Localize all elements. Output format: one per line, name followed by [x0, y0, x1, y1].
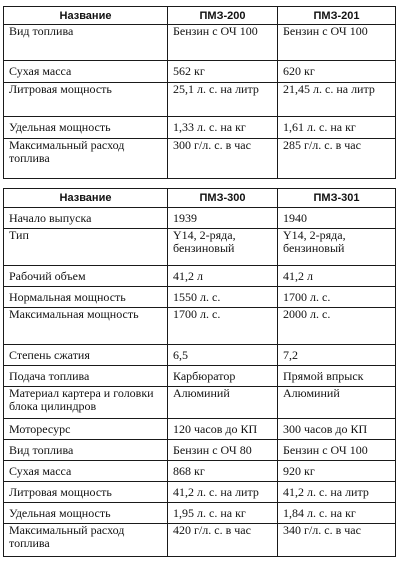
table-row	[4, 419, 396, 440]
row-label: Моторесурс	[4, 419, 168, 440]
row-label: Максимальная мощность	[4, 308, 168, 345]
header-pmz-201: ПМЗ-201	[278, 7, 396, 25]
row-value: 1700 л. с.	[278, 287, 396, 308]
table-row	[4, 229, 396, 266]
row-value: 41,2 л. с. на литр	[278, 482, 396, 503]
row-value: 920 кг	[278, 461, 396, 482]
header-name: Название	[4, 7, 168, 25]
row-label: Нормальная мощность	[4, 287, 168, 308]
header-name: Название	[4, 189, 168, 208]
table-row	[4, 461, 396, 482]
row-label: Литровая мощность	[4, 83, 168, 117]
row-label: Степень сжатия	[4, 345, 168, 366]
row-value: 420 г/л. с. в час	[168, 524, 278, 557]
row-value: 21,45 л. с. на литр	[278, 83, 396, 117]
row-label: Тип	[4, 229, 168, 266]
row-value: Бензин с ОЧ 80	[168, 440, 278, 461]
table-row	[4, 440, 396, 461]
header-pmz-200: ПМЗ-200	[168, 7, 278, 25]
header-pmz-301: ПМЗ-301	[278, 189, 396, 208]
row-label: Удельная мощность	[4, 503, 168, 524]
row-value: 562 кг	[168, 61, 278, 83]
row-value: Y14, 2-ряда, бензиновый	[278, 229, 396, 266]
table-row	[4, 25, 396, 61]
row-value: 868 кг	[168, 461, 278, 482]
row-value: Бензин с ОЧ 100	[278, 25, 396, 61]
table-row	[4, 61, 396, 83]
row-value: 1,33 л. с. на кг	[168, 117, 278, 139]
row-label: Начало выпуска	[4, 208, 168, 229]
row-value: 120 часов до КП	[168, 419, 278, 440]
row-value: Бензин с ОЧ 100	[168, 25, 278, 61]
row-value: 1700 л. с.	[168, 308, 278, 345]
table-row	[4, 345, 396, 366]
row-value: 1,61 л. с. на кг	[278, 117, 396, 139]
row-value: 1550 л. с.	[168, 287, 278, 308]
table-row	[4, 366, 396, 387]
row-label: Вид топлива	[4, 440, 168, 461]
header-pmz-300: ПМЗ-300	[168, 189, 278, 208]
table-row	[4, 208, 396, 229]
row-value: 1,95 л. с. на кг	[168, 503, 278, 524]
row-value: 1940	[278, 208, 396, 229]
row-value: 285 г/л. с. в час	[278, 139, 396, 179]
table-row	[4, 139, 396, 179]
row-value: 7,2	[278, 345, 396, 366]
row-value: Алюминий	[278, 387, 396, 419]
row-label: Максимальный расход топлива	[4, 524, 168, 557]
row-value: 6,5	[168, 345, 278, 366]
row-value: Y14, 2-ряда, бензиновый	[168, 229, 278, 266]
row-value: 620 кг	[278, 61, 396, 83]
row-label: Вид топлива	[4, 25, 168, 61]
row-label: Максимальный расход топлива	[4, 139, 168, 179]
row-label: Подача топлива	[4, 366, 168, 387]
table-row	[4, 308, 396, 345]
row-label: Удельная мощность	[4, 117, 168, 139]
row-label: Сухая масса	[4, 61, 168, 83]
row-label: Материал картера и головки блока цилиндров	[4, 387, 168, 419]
table-row	[4, 117, 396, 139]
row-value: 41,2 л	[168, 266, 278, 287]
engine-specs-table-pmz-300-301	[3, 188, 396, 557]
table-row	[4, 524, 396, 557]
row-value: Карбюратор	[168, 366, 278, 387]
table-row	[4, 287, 396, 308]
row-value: Прямой впрыск	[278, 366, 396, 387]
row-value: 41,2 л. с. на литр	[168, 482, 278, 503]
row-value: 300 часов до КП	[278, 419, 396, 440]
row-value: 300 г/л. с. в час	[168, 139, 278, 179]
row-value: 25,1 л. с. на литр	[168, 83, 278, 117]
row-label: Рабочий объем	[4, 266, 168, 287]
row-label: Литровая мощность	[4, 482, 168, 503]
row-value: Бензин с ОЧ 100	[278, 440, 396, 461]
table-row	[4, 266, 396, 287]
table-row	[4, 503, 396, 524]
row-value: 340 г/л. с. в час	[278, 524, 396, 557]
row-value: 1,84 л. с. на кг	[278, 503, 396, 524]
table-row	[4, 482, 396, 503]
table-header-row	[4, 7, 396, 25]
table-row	[4, 387, 396, 419]
table-row	[4, 83, 396, 117]
row-label: Сухая масса	[4, 461, 168, 482]
row-value: 2000 л. с.	[278, 308, 396, 345]
table-header-row	[4, 189, 396, 208]
row-value: 41,2 л	[278, 266, 396, 287]
engine-specs-table-pmz-200-201	[3, 6, 396, 179]
row-value: Алюминий	[168, 387, 278, 419]
row-value: 1939	[168, 208, 278, 229]
